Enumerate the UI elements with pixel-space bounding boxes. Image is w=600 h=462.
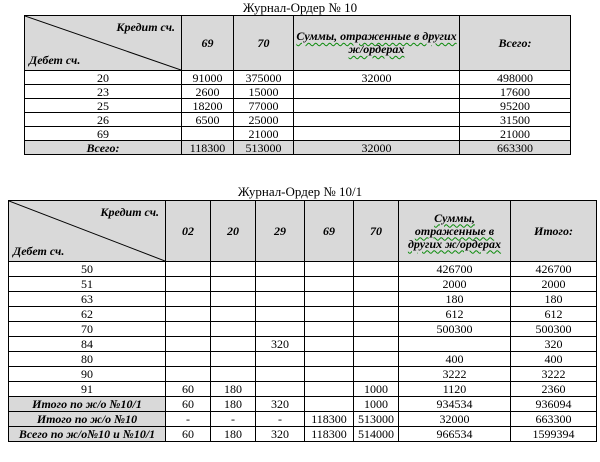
column-header-total: Всего: xyxy=(460,16,571,71)
table-cell xyxy=(166,307,211,322)
column-header: 70 xyxy=(234,16,294,71)
table-cell: 32000 xyxy=(294,141,460,155)
debit-account-label: Дебет сч. xyxy=(29,53,81,67)
table-cell xyxy=(305,307,354,322)
table-cell: 663300 xyxy=(511,412,597,427)
table-cell: 118300 xyxy=(182,141,234,155)
table-cell xyxy=(305,397,354,412)
table-cell xyxy=(305,292,354,307)
table-cell xyxy=(305,367,354,382)
table-cell: 60 xyxy=(166,427,211,442)
table-cell: 17600 xyxy=(460,85,571,99)
summary-row xyxy=(9,427,597,442)
table-cell: 70 xyxy=(9,322,166,337)
table-cell: 426700 xyxy=(511,262,597,277)
table-cell: 25000 xyxy=(234,113,294,127)
table-cell: 2000 xyxy=(399,277,511,292)
table-cell xyxy=(305,352,354,367)
journal-10-total-row xyxy=(25,141,571,155)
debit-account-label: Дебет сч. xyxy=(13,244,65,258)
table-cell xyxy=(211,337,256,352)
column-header: 69 xyxy=(182,16,234,71)
table-row xyxy=(25,71,571,85)
table-cell: 32000 xyxy=(399,412,511,427)
table-cell: 15000 xyxy=(234,85,294,99)
summary-label: Итого по ж/о №10 xyxy=(9,412,166,427)
table-cell: 180 xyxy=(211,382,256,397)
table-cell: 26 xyxy=(25,113,182,127)
table-cell: 320 xyxy=(256,427,305,442)
table-cell: 25 xyxy=(25,99,182,113)
journal-10-table xyxy=(24,15,571,155)
table-cell xyxy=(211,307,256,322)
table-cell: 320 xyxy=(511,337,597,352)
journal-10-1-table xyxy=(8,200,597,442)
summary-row xyxy=(9,412,597,427)
table-cell: 6500 xyxy=(182,113,234,127)
table-cell xyxy=(354,292,399,307)
table-cell: 426700 xyxy=(399,262,511,277)
table-cell: 84 xyxy=(9,337,166,352)
table-cell xyxy=(354,307,399,322)
table-cell xyxy=(354,367,399,382)
table-cell: 2000 xyxy=(511,277,597,292)
table-row xyxy=(9,382,597,397)
table-cell: 91000 xyxy=(182,71,234,85)
table-cell: 62 xyxy=(9,307,166,322)
table-cell xyxy=(294,127,460,141)
table-cell xyxy=(166,277,211,292)
table-cell: 513000 xyxy=(354,412,399,427)
table-row xyxy=(9,307,597,322)
journal-10-1-title: Журнал-Ордер № 10/1 xyxy=(237,184,363,199)
table-row xyxy=(25,99,571,113)
diagonal-header-cell xyxy=(25,16,182,71)
table-cell: 3222 xyxy=(399,367,511,382)
table-cell: 180 xyxy=(399,292,511,307)
table-cell xyxy=(305,277,354,292)
diagonal-header-cell xyxy=(9,201,166,262)
table-row xyxy=(9,367,597,382)
table-cell: 612 xyxy=(399,307,511,322)
table-cell: 90 xyxy=(9,367,166,382)
table-cell xyxy=(294,113,460,127)
table-cell: 21000 xyxy=(460,127,571,141)
table-cell: - xyxy=(166,412,211,427)
table-cell: 118300 xyxy=(305,427,354,442)
table-cell: 1000 xyxy=(354,397,399,412)
column-header-other-journals: Суммы, отраженные в других ж/ордерах xyxy=(399,201,511,262)
table-cell xyxy=(354,277,399,292)
table-cell xyxy=(305,322,354,337)
table-cell xyxy=(211,292,256,307)
column-header: 69 xyxy=(305,201,354,262)
summary-label: Итого по ж/о №10/1 xyxy=(9,397,166,412)
table-cell xyxy=(166,262,211,277)
table-cell xyxy=(182,127,234,141)
table-row xyxy=(9,352,597,367)
table-cell: 18200 xyxy=(182,99,234,113)
table-cell xyxy=(256,277,305,292)
table-row xyxy=(25,113,571,127)
table-cell xyxy=(211,367,256,382)
table-cell xyxy=(256,322,305,337)
summary-label: Всего по ж/о№10 и №10/1 xyxy=(9,427,166,442)
column-header-other-journals: Суммы, отраженные в других ж/ордерах xyxy=(294,16,460,71)
table-cell: 1120 xyxy=(399,382,511,397)
total-label: Всего: xyxy=(25,141,182,155)
journal-10-1-header-row xyxy=(9,201,597,262)
table-cell: 500300 xyxy=(511,322,597,337)
table-row xyxy=(9,277,597,292)
table-cell: 1000 xyxy=(354,382,399,397)
table-cell xyxy=(211,322,256,337)
table-cell: 612 xyxy=(511,307,597,322)
table-cell: 63 xyxy=(9,292,166,307)
table-cell: 500300 xyxy=(399,322,511,337)
column-header-total: Итого: xyxy=(511,201,597,262)
table-cell: 400 xyxy=(399,352,511,367)
table-cell: 20 xyxy=(25,71,182,85)
table-cell: 498000 xyxy=(460,71,571,85)
table-cell: 934534 xyxy=(399,397,511,412)
table-cell: 320 xyxy=(256,337,305,352)
table-cell: 80 xyxy=(9,352,166,367)
table-cell xyxy=(256,307,305,322)
table-cell xyxy=(305,262,354,277)
table-cell xyxy=(256,367,305,382)
journal-10-header-row xyxy=(25,16,571,71)
table-cell: 400 xyxy=(511,352,597,367)
table-cell: 77000 xyxy=(234,99,294,113)
table-cell xyxy=(305,382,354,397)
table-cell: 936094 xyxy=(511,397,597,412)
table-cell xyxy=(211,262,256,277)
table-cell xyxy=(256,262,305,277)
table-cell: 21000 xyxy=(234,127,294,141)
table-cell: 95200 xyxy=(460,99,571,113)
table-cell: - xyxy=(256,412,305,427)
journal-10-title: Журнал-Ордер № 10 xyxy=(242,0,358,15)
table-row xyxy=(25,127,571,141)
table-cell: 31500 xyxy=(460,113,571,127)
table-cell xyxy=(256,382,305,397)
table-cell xyxy=(166,292,211,307)
table-cell: 2600 xyxy=(182,85,234,99)
table-cell: 51 xyxy=(9,277,166,292)
table-cell: 180 xyxy=(211,427,256,442)
table-cell: 60 xyxy=(166,382,211,397)
table-row xyxy=(9,322,597,337)
table-cell xyxy=(399,337,511,352)
table-cell: - xyxy=(211,412,256,427)
credit-account-label: Кредит сч. xyxy=(116,20,175,34)
table-cell xyxy=(354,262,399,277)
summary-row xyxy=(9,397,597,412)
table-row xyxy=(9,262,597,277)
table-cell xyxy=(354,337,399,352)
table-cell: 3222 xyxy=(511,367,597,382)
table-cell xyxy=(354,322,399,337)
column-header: 29 xyxy=(256,201,305,262)
column-header: 70 xyxy=(354,201,399,262)
table-cell: 60 xyxy=(166,397,211,412)
table-cell: 513000 xyxy=(234,141,294,155)
table-cell xyxy=(166,352,211,367)
table-cell: 180 xyxy=(511,292,597,307)
table-cell xyxy=(256,292,305,307)
table-cell xyxy=(211,277,256,292)
table-cell xyxy=(294,85,460,99)
table-cell: 663300 xyxy=(460,141,571,155)
table-cell: 514000 xyxy=(354,427,399,442)
credit-account-label: Кредит сч. xyxy=(100,205,159,219)
table-cell: 966534 xyxy=(399,427,511,442)
table-cell xyxy=(354,352,399,367)
table-cell: 118300 xyxy=(305,412,354,427)
table-cell xyxy=(166,337,211,352)
table-cell: 1599394 xyxy=(511,427,597,442)
table-cell: 320 xyxy=(256,397,305,412)
table-cell xyxy=(166,322,211,337)
table-row xyxy=(25,85,571,99)
table-cell: 180 xyxy=(211,397,256,412)
table-cell: 2360 xyxy=(511,382,597,397)
table-cell xyxy=(305,337,354,352)
column-header: 20 xyxy=(211,201,256,262)
table-row xyxy=(9,337,597,352)
table-cell: 375000 xyxy=(234,71,294,85)
table-cell: 69 xyxy=(25,127,182,141)
table-cell xyxy=(294,99,460,113)
table-cell: 23 xyxy=(25,85,182,99)
table-cell: 50 xyxy=(9,262,166,277)
table-cell xyxy=(166,367,211,382)
table-cell: 91 xyxy=(9,382,166,397)
table-row xyxy=(9,292,597,307)
table-cell: 32000 xyxy=(294,71,460,85)
table-cell xyxy=(211,352,256,367)
column-header: 02 xyxy=(166,201,211,262)
table-cell xyxy=(256,352,305,367)
